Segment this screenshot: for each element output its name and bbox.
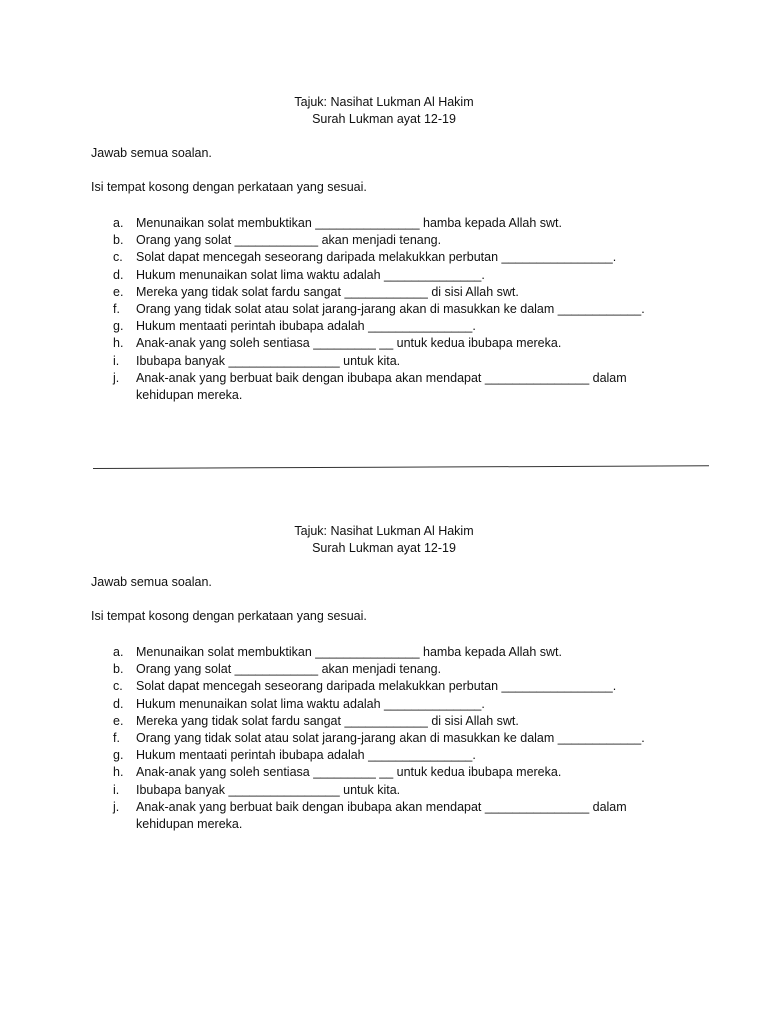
title-block [0, 523, 768, 557]
question-item-h [0, 764, 768, 781]
question-item-e [0, 284, 768, 301]
question-text: Ibubapa banyak ________________ untuk kita. [136, 782, 401, 797]
question-text: Orang yang solat ____________ akan menjadi tenang. [136, 233, 442, 248]
question-item-c [0, 678, 768, 695]
question-letter: e. [113, 713, 124, 728]
question-letter: j. [113, 370, 120, 385]
question-item-g [0, 747, 768, 764]
question-letter: b. [113, 662, 124, 677]
question-letter: i. [113, 353, 120, 368]
question-text: Hukum mentaati perintah ibubapa adalah _______________. [136, 319, 476, 334]
question-item-f [0, 301, 768, 318]
title-block [0, 94, 768, 128]
question-text: Solat dapat mencegah seseorang daripada melakukkan perbutan ________________. [136, 679, 617, 694]
worksheet-bottom [0, 523, 768, 832]
question-item-e [0, 713, 768, 730]
question-list [0, 644, 768, 833]
question-text: Anak-anak yang berbuat baik dengan ibubapa akan mendapat _______________ dalam kehidupan mereka. [136, 799, 627, 832]
question-text: Hukum menunaikan solat lima waktu adalah ______________. [136, 267, 485, 282]
question-letter: i. [113, 782, 120, 797]
worksheet-subtitle: Surah Lukman ayat 12-19 [312, 112, 456, 126]
question-text: Anak-anak yang soleh sentiasa _________ __ untuk kedua ibubapa mereka. [136, 336, 562, 351]
worksheet-title: Tajuk: Nasihat Lukman Al Hakim [294, 524, 474, 538]
question-letter: g. [113, 319, 124, 334]
question-text: Menunaikan solat membuktikan _______________ hamba kepada Allah swt. [136, 645, 562, 659]
question-letter: d. [113, 267, 124, 282]
question-text: Mereka yang tidak solat fardu sangat ____________ di sisi Allah swt. [136, 284, 519, 299]
question-text: Anak-anak yang soleh sentiasa _________ __ untuk kedua ibubapa mereka. [136, 765, 562, 780]
question-letter: j. [113, 799, 120, 814]
question-item-b [0, 232, 768, 249]
question-text: Hukum menunaikan solat lima waktu adalah ______________. [136, 696, 485, 711]
cut-divider-line [93, 465, 709, 469]
question-letter: g. [113, 748, 124, 763]
instruction-answer-all: Jawab semua soalan. [91, 146, 212, 160]
question-letter: c. [113, 679, 123, 694]
question-letter: b. [113, 233, 124, 248]
question-item-h [0, 335, 768, 352]
question-text: Orang yang tidak solat atau solat jarang-jarang akan di masukkan ke dalam ____________. [136, 302, 645, 317]
question-item-d [0, 696, 768, 713]
question-text: Orang yang solat ____________ akan menjadi tenang. [136, 662, 442, 677]
question-letter: a. [113, 645, 124, 659]
question-list [0, 215, 768, 404]
question-letter: h. [113, 765, 124, 780]
question-text: Mereka yang tidak solat fardu sangat ____________ di sisi Allah swt. [136, 713, 519, 728]
question-letter: c. [113, 250, 123, 265]
worksheet-subtitle: Surah Lukman ayat 12-19 [312, 541, 456, 555]
instruction-fill-blanks: Isi tempat kosong dengan perkataan yang sesuai. [91, 180, 367, 194]
question-text: Solat dapat mencegah seseorang daripada melakukkan perbutan ________________. [136, 250, 617, 265]
question-item-j [0, 370, 768, 404]
question-letter: f. [113, 731, 120, 746]
question-letter: e. [113, 284, 124, 299]
question-letter: f. [113, 302, 120, 317]
question-item-j [0, 799, 768, 833]
question-letter: h. [113, 336, 124, 351]
question-text: Anak-anak yang berbuat baik dengan ibubapa akan mendapat _______________ dalam kehidupan mereka. [136, 370, 627, 403]
instruction-answer-all: Jawab semua soalan. [91, 575, 212, 589]
question-item-a [0, 215, 768, 232]
question-text: Orang yang tidak solat atau solat jarang-jarang akan di masukkan ke dalam ____________. [136, 731, 645, 746]
question-letter: a. [113, 216, 124, 230]
question-letter: d. [113, 696, 124, 711]
question-text: Menunaikan solat membuktikan _______________ hamba kepada Allah swt. [136, 216, 562, 230]
question-item-g [0, 318, 768, 335]
question-item-a [0, 644, 768, 661]
question-item-i [0, 353, 768, 370]
worksheet-title: Tajuk: Nasihat Lukman Al Hakim [294, 95, 474, 109]
instruction-fill-blanks: Isi tempat kosong dengan perkataan yang sesuai. [91, 609, 367, 623]
worksheet-top [0, 94, 768, 403]
question-item-d [0, 267, 768, 284]
question-text: Hukum mentaati perintah ibubapa adalah _______________. [136, 748, 476, 763]
question-item-f [0, 730, 768, 747]
question-item-c [0, 249, 768, 266]
question-text: Ibubapa banyak ________________ untuk kita. [136, 353, 401, 368]
question-item-i [0, 782, 768, 799]
question-item-b [0, 661, 768, 678]
